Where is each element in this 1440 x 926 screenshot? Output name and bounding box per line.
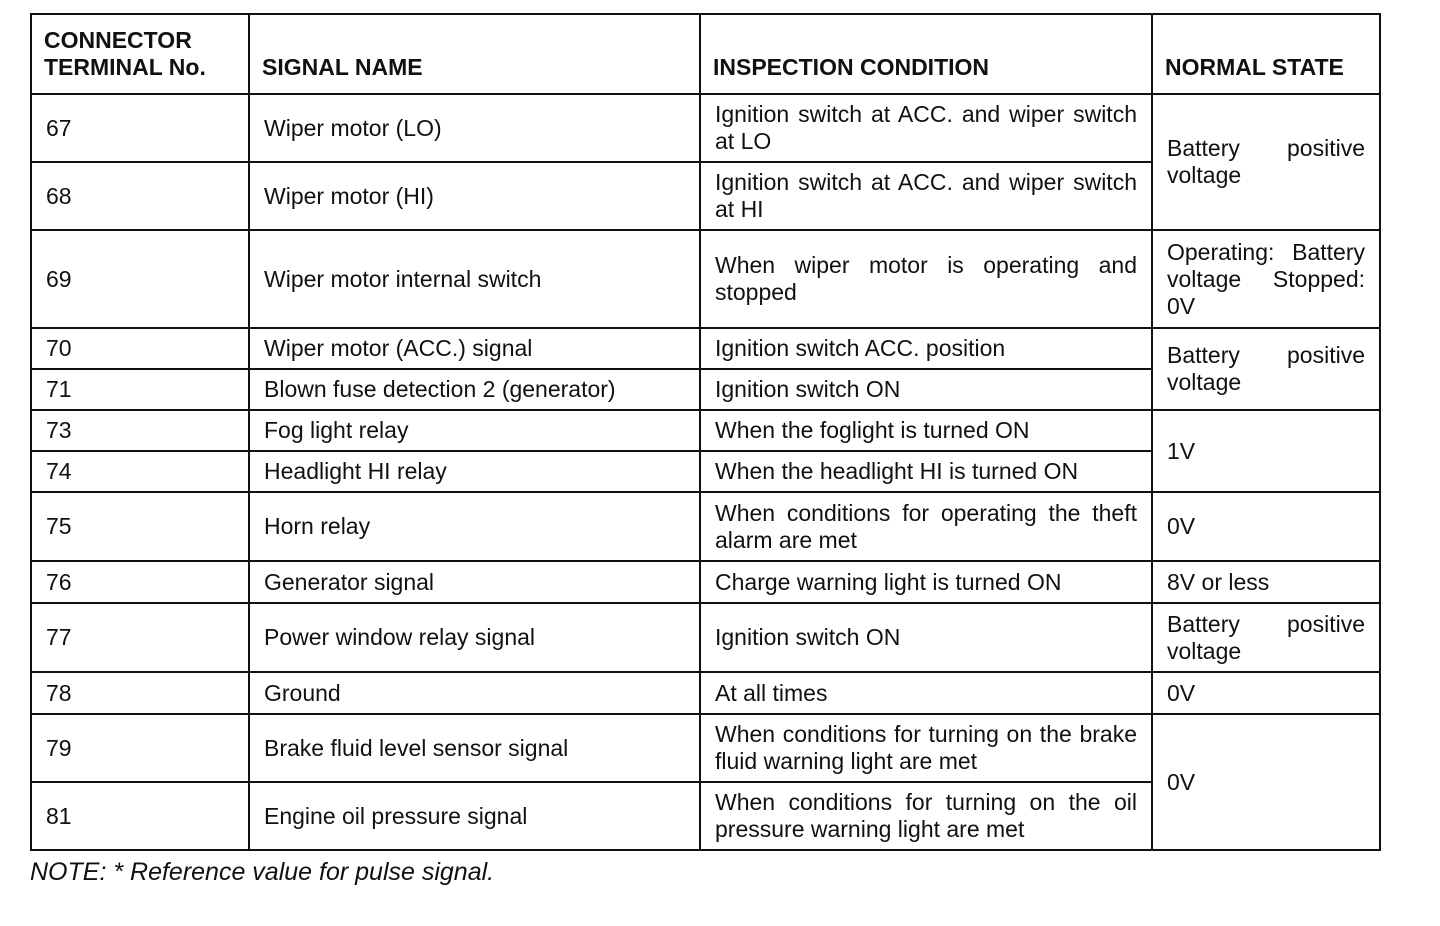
condition-cell: Ignition switch at ACC. and wiper switch at HI — [700, 162, 1152, 230]
terminal-cell: 78 — [31, 672, 249, 714]
table-row — [31, 561, 1380, 603]
condition-cell: Ignition switch ON — [700, 369, 1152, 410]
condition-cell: Ignition switch at ACC. and wiper switch at LO — [700, 94, 1152, 162]
terminal-cell: 77 — [31, 603, 249, 672]
condition-cell: Ignition switch ACC. position — [700, 328, 1152, 369]
signal-cell: Wiper motor internal switch — [249, 230, 700, 328]
condition-cell: Ignition switch ON — [700, 603, 1152, 672]
footnote: NOTE: * Reference value for pulse signal. — [30, 858, 495, 886]
signal-cell: Power window relay signal — [249, 603, 700, 672]
table-row — [31, 492, 1380, 561]
condition-cell: Charge warning light is turned ON — [700, 561, 1152, 603]
table-header-row — [31, 14, 1380, 94]
signal-cell: Headlight HI relay — [249, 451, 700, 492]
table-row — [31, 672, 1380, 714]
state-cell: Battery positive voltage — [1152, 94, 1380, 230]
header-signal-name: SIGNAL NAME — [249, 14, 700, 94]
connector-terminal-table — [30, 13, 1381, 851]
table-row — [31, 410, 1380, 451]
terminal-cell: 69 — [31, 230, 249, 328]
terminal-cell: 79 — [31, 714, 249, 782]
condition-cell: When the foglight is turned ON — [700, 410, 1152, 451]
terminal-cell: 73 — [31, 410, 249, 451]
signal-cell: Horn relay — [249, 492, 700, 561]
terminal-cell: 68 — [31, 162, 249, 230]
terminal-cell: 70 — [31, 328, 249, 369]
terminal-cell: 67 — [31, 94, 249, 162]
signal-cell: Wiper motor (ACC.) signal — [249, 328, 700, 369]
terminal-cell: 74 — [31, 451, 249, 492]
condition-cell: When wiper motor is operating and stopped — [700, 230, 1152, 328]
condition-cell: When conditions for turning on the brake fluid warning light are met — [700, 714, 1152, 782]
state-cell: 0V — [1152, 492, 1380, 561]
state-cell: Battery positive voltage — [1152, 603, 1380, 672]
header-normal-state: NORMAL STATE — [1152, 14, 1380, 94]
condition-cell: When conditions for turning on the oil pressure warning light are met — [700, 782, 1152, 850]
signal-cell: Fog light relay — [249, 410, 700, 451]
table-row — [31, 230, 1380, 328]
state-cell: Battery positive voltage — [1152, 328, 1380, 410]
signal-cell: Blown fuse detection 2 (generator) — [249, 369, 700, 410]
table-row — [31, 94, 1380, 162]
state-cell: 0V — [1152, 714, 1380, 850]
table-row — [31, 603, 1380, 672]
table-row — [31, 714, 1380, 782]
condition-cell: When conditions for operating the theft alarm are met — [700, 492, 1152, 561]
header-inspection-condition: INSPECTION CONDITION — [700, 14, 1152, 94]
signal-cell: Ground — [249, 672, 700, 714]
condition-cell: When the headlight HI is turned ON — [700, 451, 1152, 492]
terminal-cell: 75 — [31, 492, 249, 561]
signal-cell: Generator signal — [249, 561, 700, 603]
state-cell: 0V — [1152, 672, 1380, 714]
terminal-cell: 81 — [31, 782, 249, 850]
terminal-cell: 76 — [31, 561, 249, 603]
table-row — [31, 328, 1380, 369]
header-terminal: CONNECTOR TERMINAL No. — [31, 14, 249, 94]
state-cell: 1V — [1152, 410, 1380, 492]
condition-cell: At all times — [700, 672, 1152, 714]
signal-cell: Wiper motor (LO) — [249, 94, 700, 162]
signal-cell: Wiper motor (HI) — [249, 162, 700, 230]
state-cell: Operating: Battery voltage Stopped: 0V — [1152, 230, 1380, 328]
signal-cell: Brake fluid level sensor signal — [249, 714, 700, 782]
terminal-cell: 71 — [31, 369, 249, 410]
state-cell: 8V or less — [1152, 561, 1380, 603]
signal-cell: Engine oil pressure signal — [249, 782, 700, 850]
